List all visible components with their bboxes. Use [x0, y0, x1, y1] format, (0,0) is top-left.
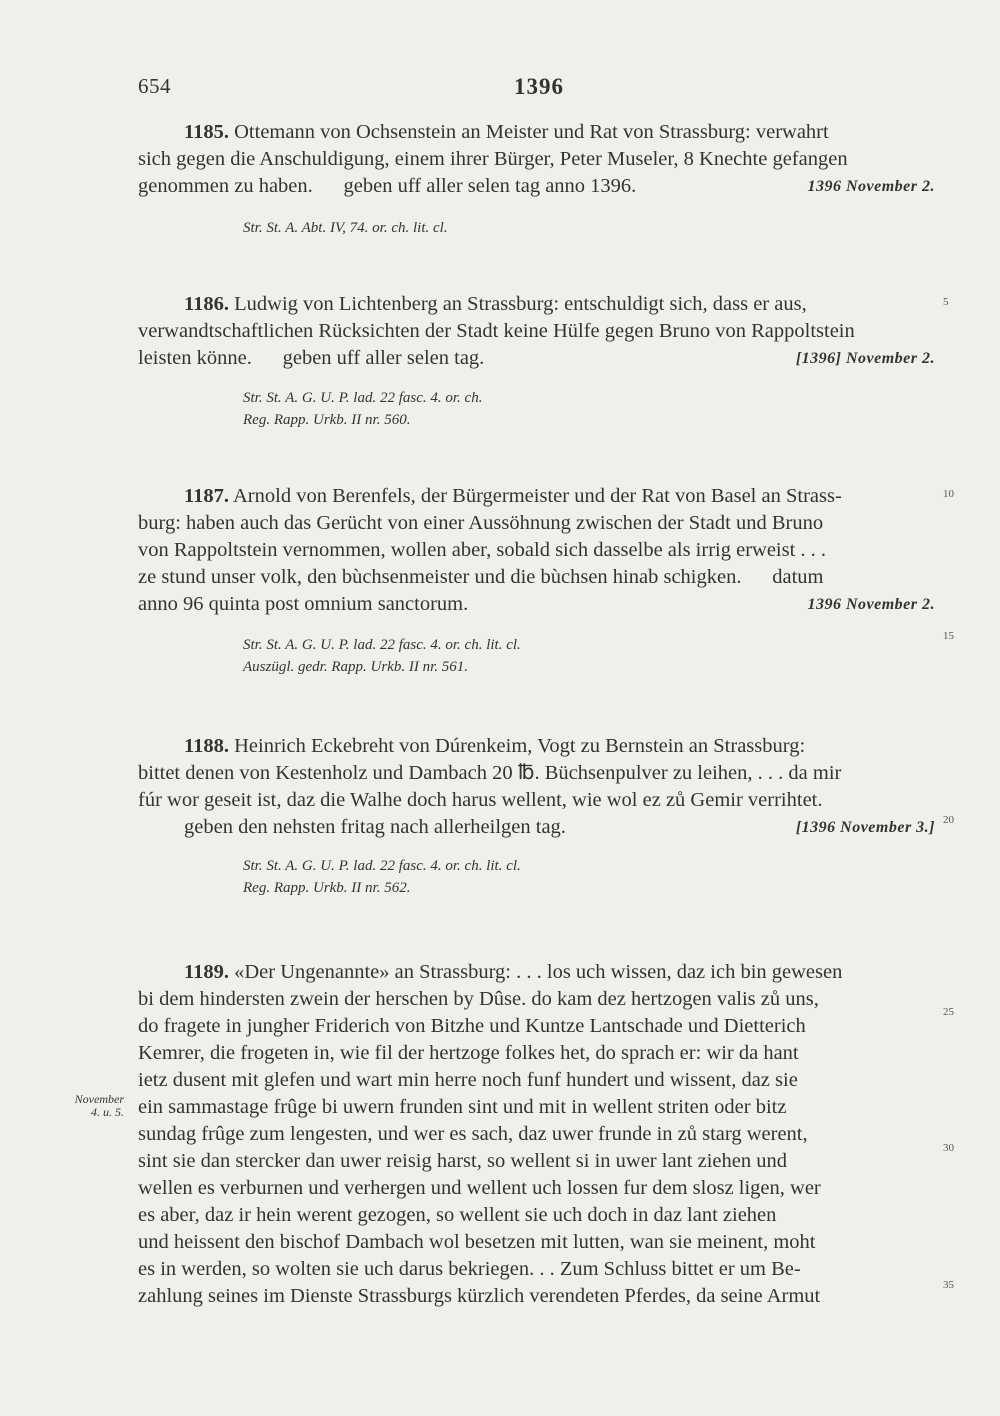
entry-number: 1187.	[184, 485, 229, 507]
entry-date: 1396 November 2.	[807, 596, 935, 613]
source-citation: Str. St. A. G. U. P. lad. 22 fasc. 4. or. ch. Reg. Rapp. Urkb. II nr. 560.	[243, 390, 483, 428]
entry-line: 1185. Ottemann von Ochsenstein an Meister und Rat von Strassburg: verwahrt	[184, 121, 829, 143]
entry-line: es aber, daz ir hein werent gezogen, so wellent sie uch doch in daz lant ziehen	[138, 1204, 777, 1226]
source-citation: Str. St. A. G. U. P. lad. 22 fasc. 4. or. ch. lit. cl. Reg. Rapp. Urkb. II nr. 562.	[243, 858, 521, 896]
entry-line: ze stund unser volk, den bùchsenmeister und die bùchsen hinab schigken. datum	[138, 566, 824, 588]
entry-1187	[138, 483, 935, 618]
entry-line: fúr wor geseit ist, daz die Walhe doch harus wellent, wie wol ez zů Gemir verrihtet.	[138, 789, 823, 811]
running-head-year: 1396	[514, 74, 564, 99]
margin-note: November 4. u. 5.	[74, 1092, 124, 1119]
entry-number: 1189.	[184, 961, 229, 983]
entry-number: 1188.	[184, 735, 229, 757]
entry-line: bittet denen von Kestenholz und Dambach 20 ℔. Büchsenpulver zu leihen, . . . da mir	[138, 762, 842, 784]
entry-date: [1396] November 2.	[795, 350, 935, 367]
entry-line: verwandtschaftlichen Rücksichten der Stadt keine Hülfe gegen Bruno von Rappoltstein	[138, 320, 855, 342]
entry-date: [1396 November 3.]	[795, 819, 935, 836]
entry-line: 1187. Arnold von Berenfels, der Bürgermeister und der Rat von Basel an Strass-	[184, 485, 842, 507]
entry-line: es in werden, so wolten sie uch darus bekriegen. . . Zum Schluss bittet er um Be-	[138, 1258, 801, 1280]
entry-line: 1188. Heinrich Eckebreht von Dúrenkeim, Vogt zu Bernstein an Strassburg:	[184, 735, 806, 757]
entry-line: anno 96 quinta post omnium sanctorum. 1396 November 2.	[138, 591, 935, 618]
entry-line: wellen es verburnen und verhergen und wellent uch lossen fur dem slosz ligen, wer	[138, 1177, 821, 1199]
entry-line: sint sie dan stercker dan uwer reisig harst, so wellent si in uwer lant ziehen und	[138, 1150, 787, 1172]
line-number: 15	[943, 630, 954, 642]
entry-line: do fragete in jungher Friderich von Bitzhe und Kuntze Lantschade und Dietterich	[138, 1015, 806, 1037]
entry-number: 1185.	[184, 121, 229, 143]
entry-line: geben den nehsten fritag nach allerheilgen tag. [1396 November 3.]	[138, 814, 935, 841]
entry-line: sich gegen die Anschuldigung, einem ihrer Bürger, Peter Museler, 8 Knechte gefangen	[138, 148, 848, 170]
entry-line: sundag frûge zum lengesten, und wer es sach, daz uwer frunde in zů starg werent,	[138, 1123, 808, 1145]
entry-line: ietz dusent mit glefen und wart min herre noch funf hundert und wissent, daz sie	[138, 1069, 798, 1091]
entry-line: Kemrer, die frogeten in, wie fil der hertzoge folkes het, do sprach er: wir da hant	[138, 1042, 799, 1064]
entry-1185	[138, 119, 935, 200]
source-citation: Str. St. A. G. U. P. lad. 22 fasc. 4. or. ch. lit. cl. Auszügl. gedr. Rapp. Urkb. II nr. 561.	[243, 637, 521, 675]
entry-line: und heissent den bischof Dambach wol besetzen mit lutten, wan sie meinent, moht	[138, 1231, 816, 1253]
entry-line: bi dem hindersten zwein der herschen by Dûse. do kam dez hertzogen valis zů uns,	[138, 988, 819, 1010]
entry-date: 1396 November 2.	[807, 178, 935, 195]
entry-line: burg: haben auch das Gerücht von einer Aussöhnung zwischen der Stadt und Bruno	[138, 512, 824, 534]
entry-number: 1186.	[184, 293, 229, 315]
entry-line: ein sammastage frûge bi uwern frunden sint und mit in wellent striten oder bitz	[138, 1096, 787, 1118]
line-number: 10	[943, 488, 954, 500]
line-number: 5	[943, 296, 949, 308]
entry-line: genommen zu haben. geben uff aller selen tag anno 1396. 1396 November 2.	[138, 173, 935, 200]
entry-line: 1186. Ludwig von Lichtenberg an Strassburg: entschuldigt sich, dass er aus,	[184, 293, 807, 315]
entry-1189	[138, 959, 935, 1310]
line-number: 30	[943, 1142, 954, 1154]
entry-1186	[138, 291, 935, 372]
source-citation: Str. St. A. Abt. IV, 74. or. ch. lit. cl.	[243, 220, 448, 236]
entry-1188	[138, 733, 935, 841]
entry-line: zahlung seines im Dienste Strassburgs kürzlich verendeten Pferdes, da seine Armut	[138, 1285, 821, 1307]
line-number: 20	[943, 814, 954, 826]
entry-line: leisten könne. geben uff aller selen tag. [1396] November 2.	[138, 345, 935, 372]
entry-line: 1189. «Der Ungenannte» an Strassburg: . . . los uch wissen, daz ich bin gewesen	[184, 961, 843, 983]
line-number: 25	[943, 1006, 954, 1018]
entry-line: von Rappoltstein vernommen, wollen aber, sobald sich dasselbe als irrig erweist . . .	[138, 539, 827, 561]
line-number: 35	[943, 1279, 954, 1291]
page-number: 654	[138, 74, 171, 98]
